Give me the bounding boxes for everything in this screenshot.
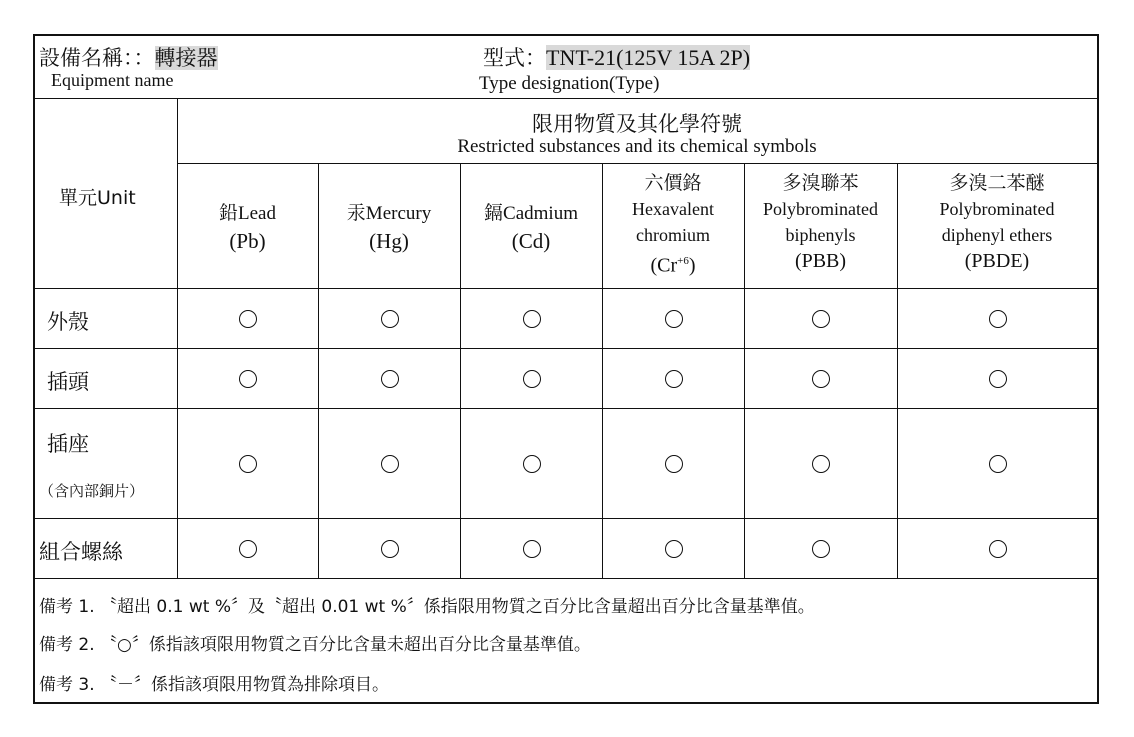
compliance-mark-circle: [812, 310, 830, 328]
compliance-mark-circle: [665, 540, 683, 558]
compliance-mark-circle: [523, 370, 541, 388]
restricted-substances-zh: 限用物質及其化學符號: [532, 112, 742, 136]
compliance-mark-circle: [523, 310, 541, 328]
row-sublabel-socket: （含內部銅片）: [39, 482, 145, 500]
col-header-pbde: 多溴二苯醚 Polybrominated diphenyl ethers (PBDE): [939, 172, 1055, 272]
divider-columns: [35, 288, 1097, 289]
type-designation-en: Type designation(Type): [479, 73, 660, 94]
divider-row-1: [35, 348, 1097, 349]
compliance-mark-circle: [381, 455, 399, 473]
divider-row-4: [35, 578, 1097, 579]
compliance-mark-circle: [812, 455, 830, 473]
divider-row-2: [35, 408, 1097, 409]
type-designation-value: TNT-21(125V 15A 2P): [546, 45, 751, 70]
compliance-mark-circle: [239, 370, 257, 388]
row-label-screws: 組合螺絲: [39, 540, 123, 564]
note-3: 備考 3. 〝－〞係指該項限用物質為排除項目。: [39, 675, 390, 695]
unit-header: 單元Unit: [59, 187, 136, 209]
compliance-mark-circle: [239, 540, 257, 558]
row-label-socket: 插座: [47, 432, 89, 456]
divider-restricted: [177, 163, 1097, 164]
note-1: 備考 1. 〝超出 0.1 wt %〞及〝超出 0.01 wt %〞係指限用物質之百分比含量超出百分比含量基準值。: [39, 597, 815, 617]
compliance-mark-circle: [239, 310, 257, 328]
compliance-mark-circle: [665, 455, 683, 473]
row-label-housing: 外殼: [47, 310, 89, 334]
compliance-mark-circle: [665, 310, 683, 328]
compliance-mark-circle: [812, 540, 830, 558]
col-header-pbb: 多溴聯苯 Polybrominated biphenyls (PBB): [763, 172, 878, 272]
col-header-lead: 鉛Lead (Pb): [219, 202, 276, 253]
compliance-mark-circle: [989, 370, 1007, 388]
col-header-cadmium: 鎘Cadmium (Cd): [484, 202, 578, 253]
compliance-mark-circle: [523, 455, 541, 473]
compliance-mark-circle: [665, 370, 683, 388]
compliance-mark-circle: [381, 310, 399, 328]
compliance-mark-circle: [523, 540, 541, 558]
restricted-substances-en: Restricted substances and its chemical symbols: [457, 136, 817, 157]
compliance-mark-circle: [989, 455, 1007, 473]
divider-header: [35, 98, 1097, 99]
compliance-mark-circle: [239, 455, 257, 473]
note-2: 備考 2. 〝○〞係指該項限用物質之百分比含量未超出百分比含量基準值。: [39, 635, 591, 655]
equipment-name-label: 設備名稱：：轉接器: [39, 46, 218, 70]
equipment-name-value: 轉接器: [154, 46, 218, 70]
compliance-mark-circle: [989, 310, 1007, 328]
col-header-hexavalent-chromium: 六價鉻 Hexavalent chromium $(Cr^{+6})$: [632, 172, 714, 277]
type-designation-label: 型式：TNT-21(125V 15A 2P): [483, 45, 751, 70]
divider-unit-col: [177, 98, 178, 578]
equipment-name-en: Equipment name: [51, 70, 174, 90]
compliance-mark-circle: [989, 540, 1007, 558]
compliance-mark-circle: [381, 370, 399, 388]
col-header-mercury: 汞Mercury (Hg): [346, 202, 432, 253]
compliance-mark-circle: [812, 370, 830, 388]
rohs-declaration-table: [33, 34, 1099, 704]
compliance-mark-circle: [381, 540, 399, 558]
row-label-plug: 插頭: [47, 370, 89, 394]
divider-row-3: [35, 518, 1097, 519]
